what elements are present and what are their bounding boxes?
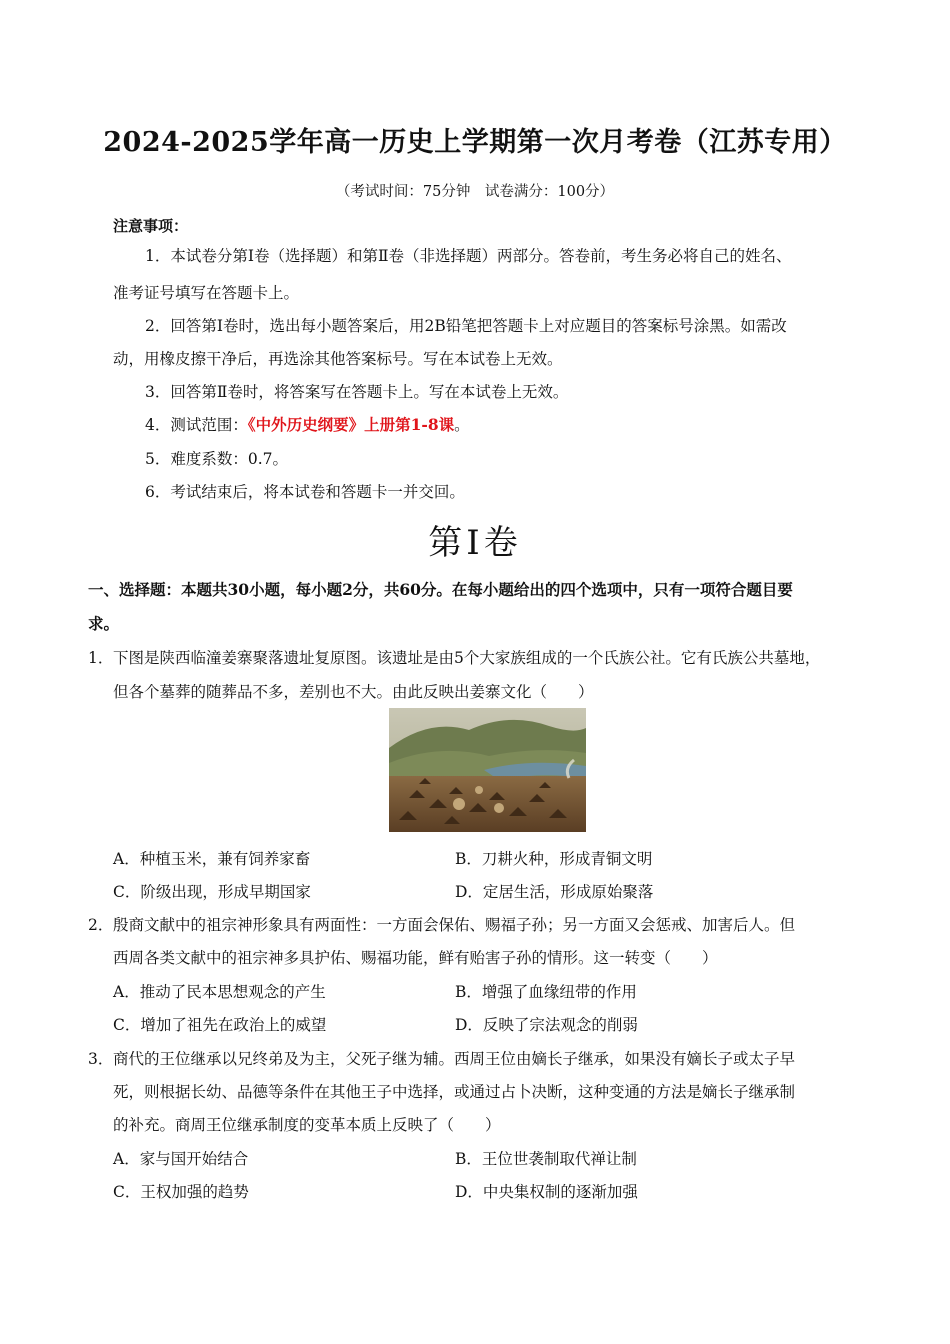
notice-heading: 注意事项： (113, 217, 189, 235)
question-3-line-1: 商代的王位继承以兄终弟及为主，父死子继为辅。西周王位由嫡长子继承，如果没有嫡长子或太子早 (113, 1050, 796, 1068)
volume-title: 第Ⅰ卷 (428, 523, 522, 563)
question-2-line-1: 殷商文献中的祖宗神形象具有两面性：一方面会保佑、赐福子孙；另一方面又会惩戒、加害后人。但 (113, 916, 796, 934)
question-2-number: 2． (88, 916, 114, 934)
exam-subtitle: （考试时间：75分钟 试卷满分：100分） (335, 184, 615, 200)
question-1-option-c[interactable]: C．阶级出现，形成早期国家 (113, 883, 311, 901)
question-1-option-d[interactable]: D．定居生活，形成原始聚落 (455, 883, 654, 901)
exam-title: 2024-2025学年高一历史上学期第一次月考卷（江苏专用） (103, 127, 847, 158)
notice-item-4-prefix: 4．测试范围： (145, 416, 248, 434)
notice-item-6: 6．考试结束后，将本试卷和答题卡一并交回。 (145, 483, 465, 501)
question-3-line-2: 死，则根据长幼、品德等条件在其他王子中选择，或通过占卜决断，这种变通的方法是嫡长子继承制 (113, 1083, 796, 1101)
question-3-line-3: 的补充。商周王位继承制度的变革本质上反映了（ ） (113, 1116, 501, 1134)
question-3-number: 3． (88, 1050, 114, 1068)
question-3-option-a[interactable]: A．家与国开始结合 (113, 1150, 249, 1168)
settlement-image-icon (389, 708, 586, 832)
question-2-option-d[interactable]: D．反映了宗法观念的削弱 (455, 1016, 638, 1034)
question-2-option-b[interactable]: B．增强了血缘纽带的作用 (455, 983, 637, 1001)
notice-item-4-suffix: 。 (454, 416, 470, 434)
question-1-option-b[interactable]: B．刀耕火种，形成青铜文明 (455, 850, 653, 868)
notice-item-1-line-1: 1．本试卷分第Ⅰ卷（选择题）和第Ⅱ卷（非选择题）两部分。答卷前，考生务必将自己的姓名、 (145, 247, 792, 265)
question-1-number: 1． (88, 649, 114, 667)
notice-item-2-line-2: 动，用橡皮擦干净后，再选涂其他答案标号。写在本试卷上无效。 (113, 350, 563, 368)
question-3-option-c[interactable]: C．王权加强的趋势 (113, 1183, 249, 1201)
question-3-option-b[interactable]: B．王位世袭制取代禅让制 (455, 1150, 637, 1168)
question-2-line-2: 西周各类文献中的祖宗神多具护佑、赐福功能，鲜有贻害子孙的情形。这一转变（ ） (113, 949, 718, 967)
question-3-option-d[interactable]: D．中央集权制的逐渐加强 (455, 1183, 638, 1201)
question-1-option-a[interactable]: A．种植玉米，兼有饲养家畜 (113, 850, 311, 868)
test-scope: 《中外历史纲要》上册第1-8课 (247, 415, 455, 434)
question-1-line-1: 下图是陕西临潼姜寨聚落遗址复原图。该遗址是由5个大家族组成的一个氏族公社。它有氏族公共墓地， (113, 649, 821, 667)
notice-item-4 (145, 413, 470, 435)
notice-item-1-line-2: 准考证号填写在答题卡上。 (113, 284, 300, 302)
notice-item-2-line-1: 2．回答第Ⅰ卷时，选出每小题答案后，用2B铅笔把答题卡上对应题目的答案标号涂黑。如需改 (145, 317, 787, 335)
question-2-option-a[interactable]: A．推动了民本思想观念的产生 (113, 983, 326, 1001)
question-2-option-c[interactable]: C．增加了祖先在政治上的威望 (113, 1016, 327, 1034)
section-instruction-line-2: 求。 (88, 614, 120, 633)
notice-item-3: 3．回答第Ⅱ卷时，将答案写在答题卡上。写在本试卷上无效。 (145, 383, 569, 401)
settlement-reconstruction-image (389, 708, 586, 832)
notice-item-5: 5．难度系数：0.7。 (145, 450, 289, 468)
question-1-line-2: 但各个墓葬的随葬品不多，差别也不大。由此反映出姜寨文化（ ） (113, 683, 594, 701)
section-instruction-line-1: 一、选择题：本题共30小题，每小题2分，共60分。在每小题给出的四个选项中，只有一项符合题目要 (88, 580, 793, 599)
